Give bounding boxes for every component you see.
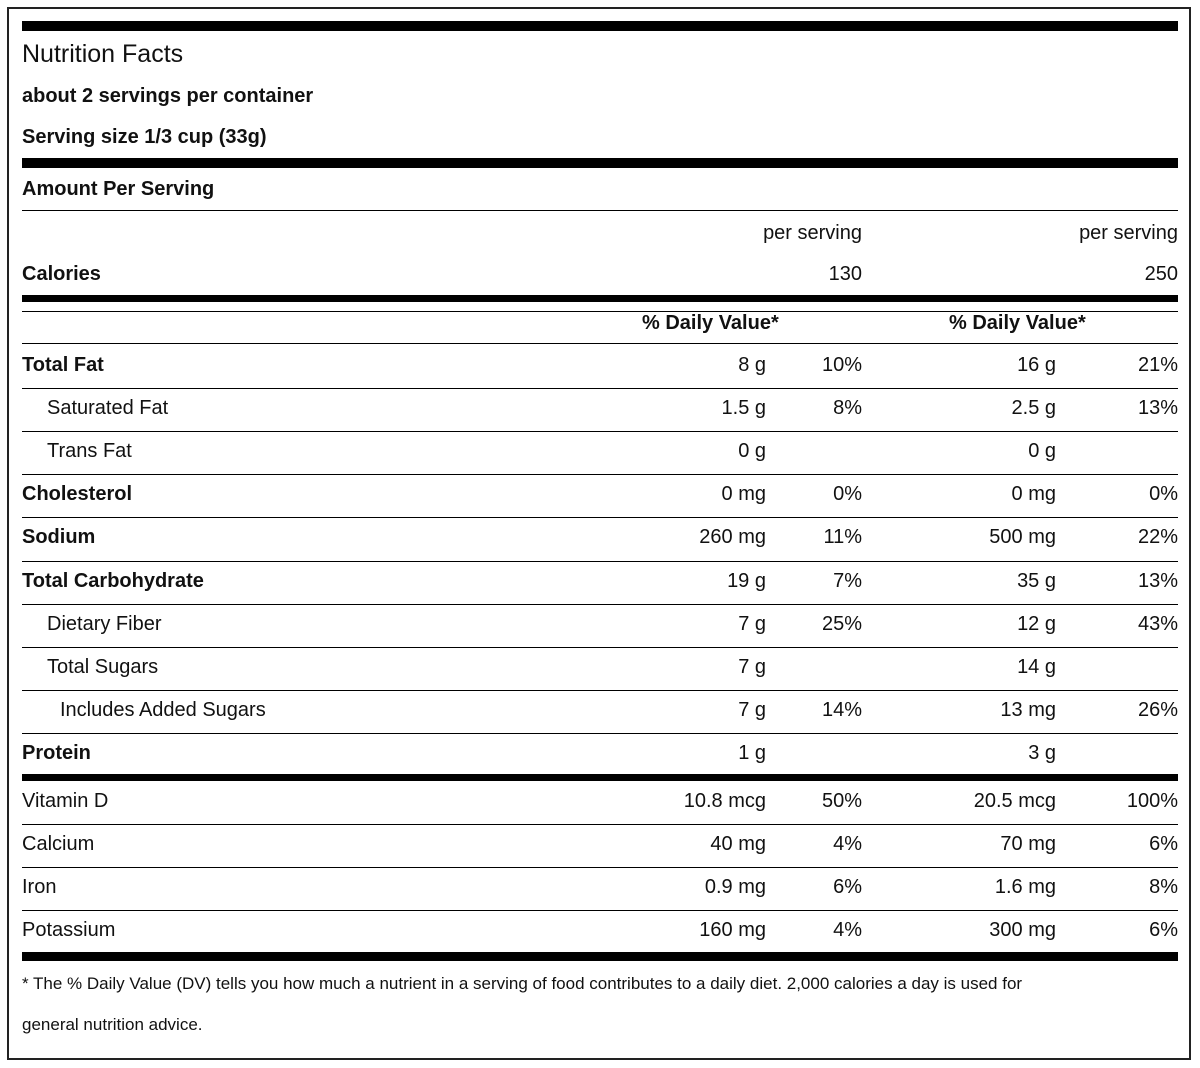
- nutrient-dv-1: 0%: [833, 483, 862, 505]
- vitamin-label: Calcium: [22, 833, 95, 855]
- nutrient-amount-2: 12 g: [1017, 613, 1056, 635]
- row-divider: [22, 517, 1178, 518]
- nutrient-amount-1: 260 mg: [699, 526, 766, 548]
- nutrient-dv-1: 8%: [833, 397, 862, 419]
- dv-header-1: % Daily Value*: [642, 312, 779, 334]
- nutrient-amount-1: 7 g: [738, 699, 766, 721]
- row-divider: [22, 474, 1178, 475]
- dv-header-2: % Daily Value*: [949, 312, 1086, 334]
- calories-col1: 130: [828, 263, 862, 285]
- vitamin-dv-2: 100%: [1126, 790, 1178, 812]
- row-divider: [22, 431, 1178, 432]
- top-rule: [22, 21, 1178, 31]
- nutrient-dv-2: 43%: [1137, 613, 1178, 635]
- vitamin-dv-1: 4%: [833, 919, 862, 941]
- vitamin-amount-2: 1.6 mg: [994, 876, 1056, 898]
- nutrient-dv-1: 14%: [821, 699, 862, 721]
- label-title: Nutrition Facts: [22, 40, 184, 68]
- nutrient-label: Total Sugars: [47, 656, 159, 678]
- nutrient-amount-2: 35 g: [1017, 570, 1056, 592]
- row-divider: [22, 561, 1178, 562]
- serving-rule: [22, 158, 1178, 168]
- amount-per-serving: Amount Per Serving: [22, 178, 215, 200]
- nutrient-label: Total Fat: [22, 354, 104, 376]
- nutrient-amount-2: 0 g: [1028, 440, 1056, 462]
- vitamin-amount-1: 10.8 mcg: [683, 790, 766, 812]
- row-divider: [22, 690, 1178, 691]
- row-divider: [22, 733, 1178, 734]
- nutrient-label: Protein: [22, 742, 91, 764]
- nutrient-amount-1: 0 mg: [721, 483, 766, 505]
- row-divider: [22, 388, 1178, 389]
- nutrient-amount-1: 7 g: [738, 613, 766, 635]
- vitamin-dv-2: 6%: [1149, 919, 1178, 941]
- row-divider: [22, 604, 1178, 605]
- vitamin-amount-1: 40 mg: [710, 833, 766, 855]
- calories-col2: 250: [1144, 263, 1178, 285]
- row-divider: [22, 824, 1178, 825]
- nutrient-dv-2: 0%: [1149, 483, 1178, 505]
- row-divider: [22, 910, 1178, 911]
- footnote-line-1: * The % Daily Value (DV) tells you how much a nutrient in a serving of food contributes to a daily diet. 2,000 calories a day is used for: [22, 974, 1023, 993]
- row-divider: [22, 867, 1178, 868]
- nutrient-dv-2: 13%: [1137, 570, 1178, 592]
- vitamin-label: Vitamin D: [22, 790, 109, 812]
- vitamin-dv-2: 8%: [1149, 876, 1178, 898]
- vitamin-amount-1: 160 mg: [699, 919, 766, 941]
- serving-size: Serving size 1/3 cup (33g): [22, 126, 267, 148]
- nutrient-label: Includes Added Sugars: [60, 699, 266, 721]
- nutrient-amount-2: 0 mg: [1011, 483, 1056, 505]
- vitamin-label: Iron: [22, 876, 57, 898]
- nutrient-dv-2: 26%: [1137, 699, 1178, 721]
- vitamin-amount-2: 20.5 mcg: [973, 790, 1056, 812]
- nutrient-label: Dietary Fiber: [47, 613, 162, 635]
- nutrient-amount-1: 1.5 g: [721, 397, 766, 419]
- nutrient-amount-1: 19 g: [727, 570, 766, 592]
- vitamin-dv-1: 4%: [833, 833, 862, 855]
- nutrient-amount-1: 0 g: [738, 440, 766, 462]
- nutrient-dv-1: 25%: [821, 613, 862, 635]
- nutrient-dv-2: 22%: [1137, 526, 1178, 548]
- nutrient-dv-1: 11%: [823, 526, 862, 548]
- nutrient-dv-1: 7%: [833, 570, 862, 592]
- nutrient-label: Trans Fat: [47, 440, 132, 462]
- vitamin-dv-1: 6%: [833, 876, 862, 898]
- nutrient-amount-2: 3 g: [1028, 742, 1056, 764]
- nutrient-amount-2: 500 mg: [989, 526, 1056, 548]
- divider: [22, 210, 1178, 211]
- nutrient-amount-2: 16 g: [1017, 354, 1056, 376]
- nutrient-amount-1: 1 g: [738, 742, 766, 764]
- nutrient-label: Saturated Fat: [47, 397, 169, 419]
- vitamin-dv-1: 50%: [821, 790, 862, 812]
- nutrient-amount-1: 7 g: [738, 656, 766, 678]
- calories-label: Calories: [22, 263, 101, 285]
- nutrient-amount-2: 13 mg: [1000, 699, 1056, 721]
- col2-header: per serving: [1079, 222, 1178, 244]
- nutrient-label: Total Carbohydrate: [22, 570, 204, 592]
- nutrient-dv-1: 10%: [821, 354, 862, 376]
- calories-rule: [22, 295, 1178, 302]
- vitamin-amount-2: 300 mg: [989, 919, 1056, 941]
- nutrient-dv-2: 13%: [1137, 397, 1178, 419]
- vitamin-label: Potassium: [22, 919, 116, 941]
- row-divider: [22, 343, 1178, 344]
- bottom-rule: [22, 952, 1178, 961]
- nutrient-amount-2: 2.5 g: [1011, 397, 1056, 419]
- servings-per-container: about 2 servings per container: [22, 85, 314, 107]
- nutrient-amount-2: 14 g: [1017, 656, 1056, 678]
- nutrient-label: Cholesterol: [22, 483, 133, 505]
- col1-header: per serving: [763, 222, 862, 244]
- nutrient-label: Sodium: [22, 526, 96, 548]
- vitamins-rule: [22, 774, 1178, 781]
- row-divider: [22, 647, 1178, 648]
- nutrient-amount-1: 8 g: [738, 354, 766, 376]
- vitamin-amount-2: 70 mg: [1000, 833, 1056, 855]
- nutrient-dv-2: 21%: [1137, 354, 1178, 376]
- footnote-line-2: general nutrition advice.: [22, 1015, 203, 1034]
- vitamin-amount-1: 0.9 mg: [704, 876, 766, 898]
- vitamin-dv-2: 6%: [1149, 833, 1178, 855]
